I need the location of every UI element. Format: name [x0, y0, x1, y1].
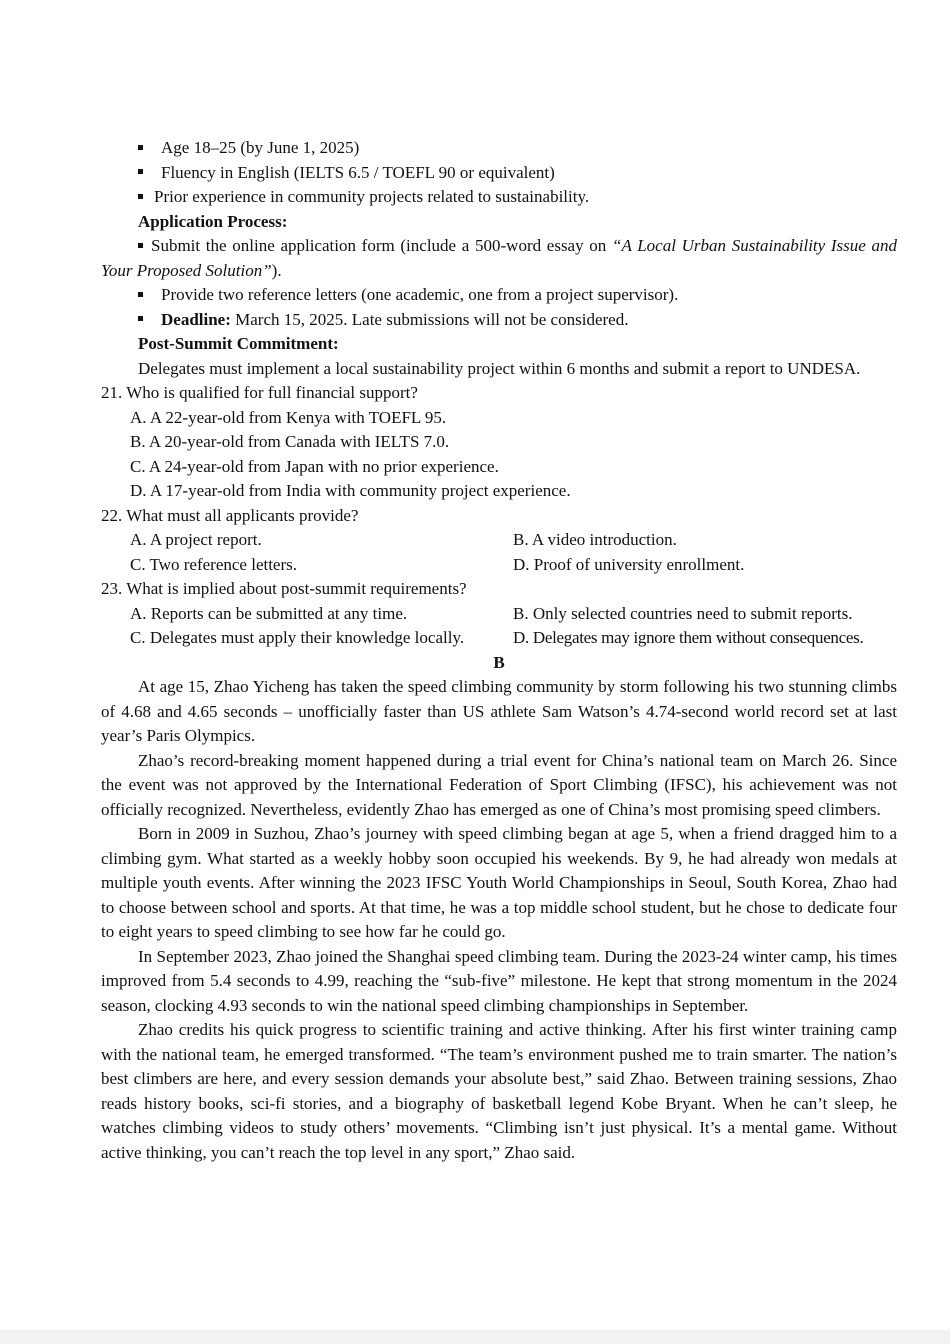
- eligibility-item: Fluency in English (IELTS 6.5 / TOEFL 90 or equivalent): [101, 161, 897, 186]
- question-23-option-d: D. Delegates may ignore them without consequences.: [513, 628, 864, 647]
- question-21-option-c: C. A 24-year-old from Japan with no prior experience.: [130, 456, 499, 476]
- question-21-option-d: D. A 17-year-old from India with community project experience.: [130, 481, 571, 500]
- question-23-options-row: [101, 602, 897, 627]
- question-22-options-row: [101, 528, 897, 553]
- article-paragraph: In September 2023, Zhao joined the Shanghai speed climbing team. During the 2023-24 winter camp, his times improved from 5.4 seconds to 4.99, reaching the “sub-five” milestone. He kept that strong momentum in the 2024 season, clocking 4.93 seconds to win the national speed climbing championships in September.: [101, 946, 897, 1015]
- question-21-option-a: A. A 22-year-old from Kenya with TOEFL 95.: [130, 407, 447, 427]
- article-paragraph: At age 15, Zhao Yicheng has taken the speed climbing community by storm following his two stunning climbs of 4.68 and 4.65 seconds – unofficially faster than US athlete Sam Watson’s 4.74-second world record set at last year’s Paris Olympics.: [101, 677, 897, 745]
- question-23-option-a: A. Reports can be submitted at any time.: [130, 603, 408, 623]
- application-item: Submit the online application form (include a 500-word essay on “A Local Urban Sustainability Issue and Your Proposed Solution”).: [101, 236, 897, 280]
- question-21-stem: 21. Who is qualified for full financial support?: [101, 383, 418, 402]
- question-22-option-a: A. A project report.: [130, 530, 262, 549]
- section-b-label: B: [493, 652, 505, 672]
- bullet-icon: [138, 292, 143, 297]
- bullet-icon: [138, 169, 143, 174]
- article-paragraph: Born in 2009 in Suzhou, Zhao’s journey with speed climbing began at age 5, when a friend dragged him to a climbing gym. What started as a weekly hobby soon occupied his weekends. By 9, he had already won medals at multiple youth events. After winning the 2023 IFSC Youth World Championships in Seoul, South Korea, Zhao had to choose between school and sports. At that time, he was a top middle school student, but he chose to dedicate four to eight years to speed climbing to see how far he could go.: [101, 824, 897, 941]
- eligibility-item: Age 18–25 (by June 1, 2025): [101, 136, 897, 161]
- bullet-icon: [138, 145, 143, 150]
- post-summit-text: Delegates must implement a local sustainability project within 6 months and submit a report to UNDESA.: [138, 358, 861, 378]
- question-23-option-b: B. Only selected countries need to submit reports.: [513, 603, 853, 623]
- question-22-options-row: [101, 553, 897, 578]
- article-paragraph: Zhao’s record-breaking moment happened during a trial event for China’s national team on March 26. Since the event was not approved by the International Federation of Sport Climbing (IFSC), his achievement was not officially recognized. Nevertheless, evidently Zhao has emerged as one of China’s most promising speed climbers.: [101, 750, 897, 819]
- question-23-stem: 23. What is implied about post-summit requirements?: [101, 579, 467, 598]
- document-page: [101, 136, 897, 1165]
- question-23-option-c: C. Delegates must apply their knowledge locally.: [130, 628, 465, 647]
- question-23-options-row: [101, 626, 897, 651]
- bullet-icon: [138, 243, 143, 248]
- application-heading: Application Process:: [138, 211, 288, 231]
- bullet-icon: [138, 194, 143, 199]
- question-22-option-d: D. Proof of university enrollment.: [513, 554, 745, 574]
- article-paragraph: Zhao credits his quick progress to scientific training and active thinking. After his first winter training camp with the national team, he emerged transformed. “The team’s environment pushed me to train smarter. The nation’s best climbers are here, and every session demands your absolute best,” said Zhao. Between training sessions, Zhao reads history books, sci-fi stories, and a biography of basketball legend Kobe Bryant. When he can’t sleep, he watches climbing videos to study others’ movements. “Climbing isn’t just physical. It’s a mental game. Without active thinking, you can’t reach the top level in any sport,” Zhao said.: [101, 1020, 897, 1162]
- question-21-option-b: B. A 20-year-old from Canada with IELTS 7.0.: [130, 432, 450, 451]
- application-item: Deadline: March 15, 2025. Late submissions will not be considered.: [101, 308, 897, 333]
- eligibility-item: Prior experience in community projects related to sustainability.: [101, 185, 897, 210]
- post-summit-heading: Post-Summit Commitment:: [138, 334, 339, 353]
- application-item: Provide two reference letters (one academic, one from a project supervisor).: [101, 283, 897, 308]
- page-bottom-edge: [0, 1330, 950, 1344]
- bullet-icon: [138, 316, 143, 321]
- question-22-option-b: B. A video introduction.: [513, 530, 677, 549]
- question-22-stem: 22. What must all applicants provide?: [101, 505, 359, 525]
- question-22-option-c: C. Two reference letters.: [130, 554, 298, 574]
